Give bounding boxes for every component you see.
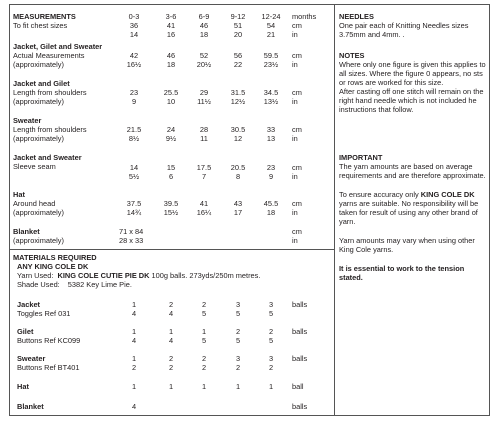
material-title: Sweater [17, 354, 46, 363]
important-text-2c: yarns are suitable. No responsibility will be taken for result of using any other brand of yarn. [339, 199, 479, 226]
important-text-2a: To ensure accuracy only [339, 190, 421, 199]
value-cell: 8 [235, 172, 241, 181]
important-heading: IMPORTANT [339, 153, 383, 162]
important-text-4: It is essential to work to the tension stated. [339, 264, 465, 282]
row-label: Actual Measurements [13, 51, 85, 60]
value-cell: 1 [131, 327, 137, 336]
section-title: Sweater [13, 116, 42, 125]
size-header: 12-24 [261, 12, 281, 21]
row-label: Length from shoulders [13, 88, 87, 97]
row-label: (approximately) [13, 208, 64, 217]
size-header: 3-6 [165, 12, 177, 21]
value-cell: 3 [235, 354, 241, 363]
value-cell: 29 [199, 88, 209, 97]
value-cell: 2 [235, 363, 241, 372]
unit-in: in [292, 236, 298, 245]
value-cell: 17 [233, 208, 243, 217]
value-cell: 56 [233, 51, 243, 60]
needles-heading: NEEDLES [339, 12, 374, 21]
yarn-prefix: Yarn Used: [17, 271, 54, 280]
value-cell: 41 [199, 199, 209, 208]
value-cell: 5 [235, 336, 241, 345]
yarn-suffix: 100g balls. 273yds/250m metres. [151, 271, 261, 280]
value-cell: 2 [268, 363, 274, 372]
value-cell: 2 [235, 327, 241, 336]
value-cell: 2 [168, 354, 174, 363]
value-cell: 23 [266, 163, 276, 172]
value-cell: 1 [201, 327, 207, 336]
value-cell: 12 [233, 134, 243, 143]
value-cell: 9½ [165, 134, 177, 143]
section-title: Jacket and Sweater [13, 153, 82, 162]
value-cell: 13 [266, 134, 276, 143]
value-cell: 1 [235, 382, 241, 391]
value-cell: 4 [131, 336, 137, 345]
value-cell: 4 [131, 309, 137, 318]
column-divider [334, 4, 335, 416]
value-cell: 20 [233, 30, 243, 39]
value-cell: 34.5 [263, 88, 279, 97]
value-cell: 15½ [163, 208, 179, 217]
value-cell: 6 [168, 172, 174, 181]
material-title: Blanket [17, 402, 44, 411]
row-label: Length from shoulders [13, 125, 87, 134]
value-cell: 11 [200, 134, 208, 143]
unit-in: in [292, 60, 298, 69]
value-cell: 20½ [196, 60, 212, 69]
material-sub: Toggles Ref 031 [17, 309, 71, 318]
value-cell: 21 [266, 30, 276, 39]
needles-text: One pair each of Knitting Needles sizes 3.75mm and 4mm. . [339, 21, 469, 39]
value-cell: 16¼ [196, 208, 212, 217]
notes-text-1: Where only one figure is given this applies to all sizes. Where the figure 0 appears, no sts or rows are worked for this size. [339, 60, 486, 87]
material-title: Jacket [17, 300, 41, 309]
value-cell: 59.5 [263, 51, 279, 60]
unit-cm: cm [292, 227, 302, 236]
value-cell: 20.5 [230, 163, 246, 172]
value-cell: 28 x 33 [119, 236, 144, 245]
value-cell: 15 [166, 163, 176, 172]
row-label: (approximately) [13, 97, 64, 106]
size-header: 0-3 [128, 12, 140, 21]
notes-heading: NOTES [339, 51, 365, 60]
value-cell: 2 [201, 300, 207, 309]
value-cell: 5 [201, 336, 207, 345]
value-cell: 9 [268, 172, 274, 181]
value-cell: 4 [131, 402, 137, 411]
value-cell: 1 [168, 382, 174, 391]
measurements-heading: MEASUREMENTS [13, 12, 76, 21]
value-cell: 2 [268, 327, 274, 336]
value-cell: 11½ [197, 97, 211, 106]
unit-cm: cm [292, 21, 302, 30]
section-title: Hat [13, 190, 25, 199]
value-cell: 46 [199, 21, 209, 30]
value-cell: 46 [166, 51, 176, 60]
value-cell: 39.5 [163, 199, 179, 208]
value-cell: 3 [268, 354, 274, 363]
section-title: Blanket [13, 227, 40, 236]
materials-heading: MATERIALS REQUIRED [13, 253, 97, 262]
unit-balls: balls [292, 354, 308, 363]
material-title: Hat [17, 382, 29, 391]
value-cell: 1 [268, 382, 274, 391]
unit-cm: cm [292, 163, 302, 172]
unit-in: in [292, 172, 298, 181]
value-cell: 16 [166, 30, 176, 39]
value-cell: 14 [129, 163, 139, 172]
unit-in: in [292, 208, 298, 217]
unit-ball: ball [292, 382, 304, 391]
value-cell: 43 [233, 199, 243, 208]
unit-cm: cm [292, 88, 302, 97]
unit-balls: balls [292, 402, 308, 411]
row-label: (approximately) [13, 134, 64, 143]
value-cell: 4 [168, 309, 174, 318]
value-cell: 28 [199, 125, 209, 134]
section-title: Jacket and Gilet [13, 79, 70, 88]
value-cell: 1 [168, 327, 174, 336]
shade-used-line [17, 280, 132, 289]
value-cell: 41 [166, 21, 176, 30]
value-cell: 1 [201, 382, 207, 391]
sizes-unit: months [292, 12, 317, 21]
value-cell: 23 [129, 88, 139, 97]
value-cell: 3 [268, 300, 274, 309]
unit-in: in [292, 134, 298, 143]
value-cell: 12½ [230, 97, 246, 106]
section-divider [9, 249, 335, 250]
value-cell: 24 [166, 125, 176, 134]
material-title: Gilet [17, 327, 34, 336]
value-cell: 13½ [263, 97, 279, 106]
yarn-name: KING COLE CUTIE PIE DK [57, 271, 150, 280]
value-cell: 8½ [128, 134, 140, 143]
value-cell: 2 [201, 363, 207, 372]
yarn-used-line [17, 271, 260, 280]
value-cell: 5 [201, 309, 207, 318]
materials-subheading: ANY KING COLE DK [17, 262, 89, 271]
unit-cm: cm [292, 199, 302, 208]
value-cell: 4 [168, 336, 174, 345]
value-cell: 22 [233, 60, 243, 69]
unit-balls: balls [292, 327, 308, 336]
notes-text-2: After casting off one stitch will remain on the right hand needle which is not included he instructions that follow. [339, 87, 484, 114]
unit-balls: balls [292, 300, 308, 309]
value-cell: 33 [266, 125, 276, 134]
important-text-2 [339, 190, 487, 226]
unit-cm: cm [292, 51, 302, 60]
important-text-2b: KING COLE DK [420, 190, 475, 199]
row-label: Sleeve seam [13, 162, 56, 171]
row-label: (approximately) [13, 236, 64, 245]
value-cell: 31.5 [230, 88, 246, 97]
value-cell: 18 [166, 60, 176, 69]
value-cell: 54 [266, 21, 276, 30]
value-cell: 45.5 [263, 199, 279, 208]
shade-value: 5382 Key Lime Pie. [67, 280, 132, 289]
value-cell: 18 [266, 208, 276, 217]
material-sub: Buttons Ref KC099 [17, 336, 81, 345]
value-cell: 1 [131, 354, 137, 363]
value-cell: 52 [199, 51, 209, 60]
value-cell: 42 [129, 51, 139, 60]
section-title: Jacket, Gilet and Sweater [13, 42, 103, 51]
unit-cm: cm [292, 125, 302, 134]
value-cell: 7 [201, 172, 207, 181]
value-cell: 2 [131, 363, 137, 372]
shade-prefix: Shade Used: [17, 280, 60, 289]
value-cell: 30.5 [230, 125, 246, 134]
size-header: 9-12 [230, 12, 246, 21]
value-cell: 25.5 [163, 88, 179, 97]
unit-in: in [292, 97, 298, 106]
value-cell: 37.5 [126, 199, 142, 208]
value-cell: 16½ [126, 60, 142, 69]
value-cell: 5½ [128, 172, 140, 181]
value-cell: 2 [168, 300, 174, 309]
value-cell: 1 [131, 382, 137, 391]
value-cell: 51 [233, 21, 243, 30]
value-cell: 21.5 [126, 125, 142, 134]
value-cell: 14¾ [126, 208, 142, 217]
value-cell: 14 [129, 30, 139, 39]
value-cell: 5 [235, 309, 241, 318]
value-cell: 5 [268, 309, 274, 318]
value-cell: 10 [166, 97, 176, 106]
value-cell: 17.5 [196, 163, 212, 172]
value-cell: 23½ [263, 60, 279, 69]
value-cell: 18 [199, 30, 209, 39]
row-label: (approximately) [13, 60, 64, 69]
value-cell: 5 [268, 336, 274, 345]
value-cell: 2 [201, 354, 207, 363]
value-cell: 36 [129, 21, 139, 30]
value-cell: 2 [168, 363, 174, 372]
size-header: 6-9 [198, 12, 210, 21]
value-cell: 1 [131, 300, 137, 309]
value-cell: 9 [131, 97, 137, 106]
value-cell: 3 [235, 300, 241, 309]
unit-in: in [292, 30, 298, 39]
important-text-3: Yarn amounts may vary when using other King Cole yarns. [339, 236, 475, 254]
value-cell: 71 x 84 [119, 227, 144, 236]
material-sub: Buttons Ref BT401 [17, 363, 80, 372]
chest-label: To fit chest sizes [13, 21, 68, 30]
row-label: Around head [13, 199, 56, 208]
important-text-1: The yarn amounts are based on average requirements and are therefore approximate. [339, 162, 486, 180]
